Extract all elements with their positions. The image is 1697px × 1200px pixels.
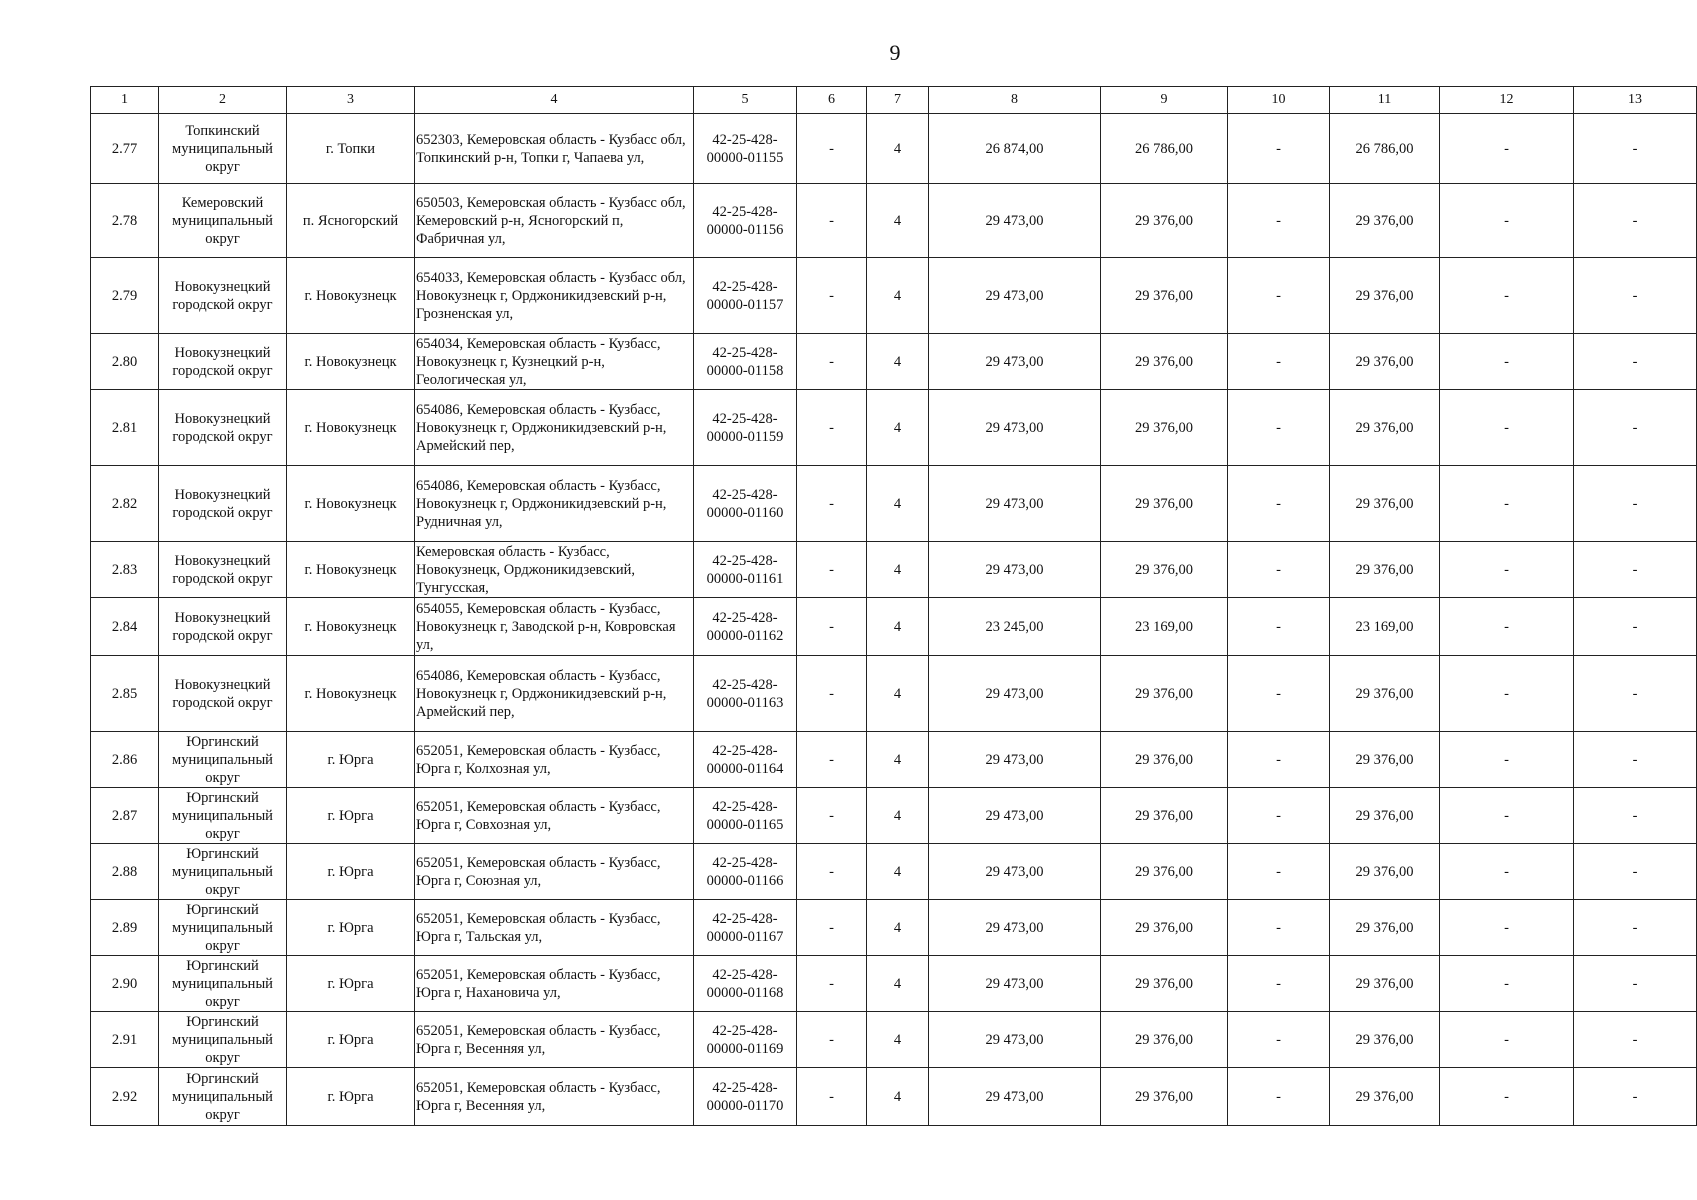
- row-number: 2.90: [91, 956, 159, 1012]
- column-header: 12: [1440, 87, 1574, 114]
- locality-cell: г. Новокузнецк: [287, 656, 415, 732]
- col12-cell: -: [1440, 184, 1574, 258]
- col9-cell: 29 376,00: [1101, 1012, 1228, 1068]
- col13-cell: -: [1574, 956, 1697, 1012]
- district-cell: Юргинский муниципальный округ: [159, 1012, 287, 1068]
- row-number: 2.85: [91, 656, 159, 732]
- code-cell: 42-25-428-00000-01163: [694, 656, 797, 732]
- district-cell: Новокузнецкий городской округ: [159, 542, 287, 598]
- col13-cell: -: [1574, 598, 1697, 656]
- table-row: [91, 598, 1697, 656]
- column-header: 4: [415, 87, 694, 114]
- table-row: [91, 466, 1697, 542]
- row-number: 2.82: [91, 466, 159, 542]
- column-header: 10: [1228, 87, 1330, 114]
- column-header: 9: [1101, 87, 1228, 114]
- row-number: 2.92: [91, 1068, 159, 1126]
- col10-cell: -: [1228, 334, 1330, 390]
- district-cell: Новокузнецкий городской округ: [159, 656, 287, 732]
- locality-cell: г. Новокузнецк: [287, 334, 415, 390]
- code-cell: 42-25-428-00000-01159: [694, 390, 797, 466]
- address-cell: 652051, Кемеровская область - Кузбасс, Юрга г, Нахановича ул,: [415, 956, 694, 1012]
- col10-cell: -: [1228, 732, 1330, 788]
- col6-cell: -: [797, 184, 867, 258]
- col7-cell: 4: [867, 184, 929, 258]
- code-cell: 42-25-428-00000-01169: [694, 1012, 797, 1068]
- col11-cell: 29 376,00: [1330, 334, 1440, 390]
- table-row: [91, 788, 1697, 844]
- locality-cell: г. Новокузнецк: [287, 258, 415, 334]
- col12-cell: -: [1440, 956, 1574, 1012]
- col6-cell: -: [797, 788, 867, 844]
- col13-cell: -: [1574, 1068, 1697, 1126]
- col11-cell: 29 376,00: [1330, 732, 1440, 788]
- col11-cell: 29 376,00: [1330, 788, 1440, 844]
- col9-cell: 29 376,00: [1101, 258, 1228, 334]
- col13-cell: -: [1574, 844, 1697, 900]
- locality-cell: г. Юрга: [287, 900, 415, 956]
- table-row: [91, 1012, 1697, 1068]
- col9-cell: 29 376,00: [1101, 184, 1228, 258]
- table-body: [91, 87, 1697, 1126]
- col13-cell: -: [1574, 334, 1697, 390]
- district-cell: Новокузнецкий городской округ: [159, 598, 287, 656]
- col12-cell: -: [1440, 656, 1574, 732]
- col8-cell: 29 473,00: [929, 334, 1101, 390]
- col6-cell: -: [797, 732, 867, 788]
- col10-cell: -: [1228, 184, 1330, 258]
- code-cell: 42-25-428-00000-01158: [694, 334, 797, 390]
- col8-cell: 29 473,00: [929, 1012, 1101, 1068]
- table-row: [91, 732, 1697, 788]
- locality-cell: г. Юрга: [287, 956, 415, 1012]
- address-cell: 652051, Кемеровская область - Кузбасс, Юрга г, Тальская ул,: [415, 900, 694, 956]
- col10-cell: -: [1228, 390, 1330, 466]
- col8-cell: 29 473,00: [929, 390, 1101, 466]
- col7-cell: 4: [867, 542, 929, 598]
- col7-cell: 4: [867, 598, 929, 656]
- col8-cell: 29 473,00: [929, 844, 1101, 900]
- col12-cell: -: [1440, 1068, 1574, 1126]
- address-cell: 654055, Кемеровская область - Кузбасс, Новокузнецк г, Заводской р-н, Ковровская ул,: [415, 598, 694, 656]
- col6-cell: -: [797, 542, 867, 598]
- col6-cell: -: [797, 466, 867, 542]
- col6-cell: -: [797, 598, 867, 656]
- code-cell: 42-25-428-00000-01156: [694, 184, 797, 258]
- col10-cell: -: [1228, 844, 1330, 900]
- locality-cell: г. Топки: [287, 114, 415, 184]
- col8-cell: 29 473,00: [929, 656, 1101, 732]
- col9-cell: 29 376,00: [1101, 732, 1228, 788]
- code-cell: 42-25-428-00000-01160: [694, 466, 797, 542]
- address-cell: 652051, Кемеровская область - Кузбасс, Юрга г, Совхозная ул,: [415, 788, 694, 844]
- table-row: [91, 390, 1697, 466]
- table-row: [91, 114, 1697, 184]
- column-header: 2: [159, 87, 287, 114]
- col6-cell: -: [797, 1068, 867, 1126]
- col13-cell: -: [1574, 258, 1697, 334]
- col13-cell: -: [1574, 1012, 1697, 1068]
- table-row: [91, 334, 1697, 390]
- col13-cell: -: [1574, 390, 1697, 466]
- col10-cell: -: [1228, 598, 1330, 656]
- address-cell: 652051, Кемеровская область - Кузбасс, Юрга г, Весенняя ул,: [415, 1068, 694, 1126]
- col8-cell: 23 245,00: [929, 598, 1101, 656]
- col11-cell: 29 376,00: [1330, 656, 1440, 732]
- col7-cell: 4: [867, 900, 929, 956]
- col9-cell: 23 169,00: [1101, 598, 1228, 656]
- address-cell: 650503, Кемеровская область - Кузбасс обл, Кемеровский р-н, Ясногорский п, Фабричная ул,: [415, 184, 694, 258]
- col6-cell: -: [797, 900, 867, 956]
- col11-cell: 29 376,00: [1330, 184, 1440, 258]
- table-row: [91, 656, 1697, 732]
- address-cell: 652051, Кемеровская область - Кузбасс, Юрга г, Колхозная ул,: [415, 732, 694, 788]
- code-cell: 42-25-428-00000-01170: [694, 1068, 797, 1126]
- col8-cell: 29 473,00: [929, 900, 1101, 956]
- col7-cell: 4: [867, 1012, 929, 1068]
- table-row: [91, 956, 1697, 1012]
- col11-cell: 29 376,00: [1330, 844, 1440, 900]
- col12-cell: -: [1440, 788, 1574, 844]
- district-cell: Юргинский муниципальный округ: [159, 1068, 287, 1126]
- district-cell: Юргинский муниципальный округ: [159, 788, 287, 844]
- locality-cell: г. Юрга: [287, 1068, 415, 1126]
- registry-table: [90, 86, 1697, 1126]
- locality-cell: п. Ясногорский: [287, 184, 415, 258]
- col11-cell: 29 376,00: [1330, 1068, 1440, 1126]
- code-cell: 42-25-428-00000-01161: [694, 542, 797, 598]
- col8-cell: 29 473,00: [929, 542, 1101, 598]
- col6-cell: -: [797, 114, 867, 184]
- col8-cell: 29 473,00: [929, 258, 1101, 334]
- address-cell: 654033, Кемеровская область - Кузбасс обл, Новокузнецк г, Орджоникидзевский р-н, Грозненская ул,: [415, 258, 694, 334]
- col11-cell: 29 376,00: [1330, 1012, 1440, 1068]
- address-cell: 652051, Кемеровская область - Кузбасс, Юрга г, Союзная ул,: [415, 844, 694, 900]
- col10-cell: -: [1228, 1012, 1330, 1068]
- code-cell: 42-25-428-00000-01155: [694, 114, 797, 184]
- code-cell: 42-25-428-00000-01166: [694, 844, 797, 900]
- locality-cell: г. Новокузнецк: [287, 598, 415, 656]
- column-header: 13: [1574, 87, 1697, 114]
- col8-cell: 26 874,00: [929, 114, 1101, 184]
- col13-cell: -: [1574, 788, 1697, 844]
- column-header: 5: [694, 87, 797, 114]
- col13-cell: -: [1574, 114, 1697, 184]
- row-number: 2.89: [91, 900, 159, 956]
- locality-cell: г. Юрга: [287, 844, 415, 900]
- col11-cell: 29 376,00: [1330, 956, 1440, 1012]
- header-row: [91, 87, 1697, 114]
- col7-cell: 4: [867, 732, 929, 788]
- col8-cell: 29 473,00: [929, 184, 1101, 258]
- col9-cell: 29 376,00: [1101, 390, 1228, 466]
- code-cell: 42-25-428-00000-01165: [694, 788, 797, 844]
- col12-cell: -: [1440, 334, 1574, 390]
- column-header: 3: [287, 87, 415, 114]
- col6-cell: -: [797, 258, 867, 334]
- col7-cell: 4: [867, 956, 929, 1012]
- locality-cell: г. Юрга: [287, 1012, 415, 1068]
- col10-cell: -: [1228, 466, 1330, 542]
- col9-cell: 29 376,00: [1101, 956, 1228, 1012]
- row-number: 2.80: [91, 334, 159, 390]
- col10-cell: -: [1228, 956, 1330, 1012]
- district-cell: Юргинский муниципальный округ: [159, 900, 287, 956]
- col6-cell: -: [797, 956, 867, 1012]
- address-cell: 652051, Кемеровская область - Кузбасс, Юрга г, Весенняя ул,: [415, 1012, 694, 1068]
- address-cell: 654034, Кемеровская область - Кузбасс, Новокузнецк г, Кузнецкий р-н, Геологическая ул,: [415, 334, 694, 390]
- district-cell: Новокузнецкий городской округ: [159, 258, 287, 334]
- col10-cell: -: [1228, 114, 1330, 184]
- row-number: 2.91: [91, 1012, 159, 1068]
- col12-cell: -: [1440, 732, 1574, 788]
- row-number: 2.77: [91, 114, 159, 184]
- col10-cell: -: [1228, 788, 1330, 844]
- col12-cell: -: [1440, 390, 1574, 466]
- code-cell: 42-25-428-00000-01168: [694, 956, 797, 1012]
- row-number: 2.88: [91, 844, 159, 900]
- col10-cell: -: [1228, 258, 1330, 334]
- col7-cell: 4: [867, 258, 929, 334]
- locality-cell: г. Новокузнецк: [287, 466, 415, 542]
- row-number: 2.87: [91, 788, 159, 844]
- col6-cell: -: [797, 334, 867, 390]
- locality-cell: г. Новокузнецк: [287, 390, 415, 466]
- col7-cell: 4: [867, 390, 929, 466]
- col12-cell: -: [1440, 598, 1574, 656]
- col11-cell: 29 376,00: [1330, 390, 1440, 466]
- col11-cell: 26 786,00: [1330, 114, 1440, 184]
- col6-cell: -: [797, 1012, 867, 1068]
- column-header: 1: [91, 87, 159, 114]
- district-cell: Кемеровский муниципальный округ: [159, 184, 287, 258]
- code-cell: 42-25-428-00000-01164: [694, 732, 797, 788]
- col9-cell: 29 376,00: [1101, 788, 1228, 844]
- column-header: 8: [929, 87, 1101, 114]
- col6-cell: -: [797, 390, 867, 466]
- col11-cell: 29 376,00: [1330, 258, 1440, 334]
- locality-cell: г. Юрга: [287, 732, 415, 788]
- row-number: 2.81: [91, 390, 159, 466]
- col7-cell: 4: [867, 656, 929, 732]
- col13-cell: -: [1574, 732, 1697, 788]
- col8-cell: 29 473,00: [929, 732, 1101, 788]
- row-number: 2.83: [91, 542, 159, 598]
- col12-cell: -: [1440, 900, 1574, 956]
- district-cell: Юргинский муниципальный округ: [159, 732, 287, 788]
- col8-cell: 29 473,00: [929, 956, 1101, 1012]
- col12-cell: -: [1440, 258, 1574, 334]
- col11-cell: 29 376,00: [1330, 466, 1440, 542]
- col7-cell: 4: [867, 844, 929, 900]
- col7-cell: 4: [867, 788, 929, 844]
- address-cell: Кемеровская область - Кузбасс, Новокузнецк, Орджоникидзевский, Тунгусская,: [415, 542, 694, 598]
- district-cell: Юргинский муниципальный округ: [159, 844, 287, 900]
- address-cell: 652303, Кемеровская область - Кузбасс обл, Топкинский р-н, Топки г, Чапаева ул,: [415, 114, 694, 184]
- col10-cell: -: [1228, 1068, 1330, 1126]
- address-cell: 654086, Кемеровская область - Кузбасс, Новокузнецк г, Орджоникидзевский р-н, Рудничная ул,: [415, 466, 694, 542]
- col8-cell: 29 473,00: [929, 466, 1101, 542]
- col13-cell: -: [1574, 900, 1697, 956]
- row-number: 2.79: [91, 258, 159, 334]
- page-number: 9: [889, 40, 901, 65]
- district-cell: Юргинский муниципальный округ: [159, 956, 287, 1012]
- table-row: [91, 900, 1697, 956]
- column-header: 11: [1330, 87, 1440, 114]
- col9-cell: 29 376,00: [1101, 334, 1228, 390]
- code-cell: 42-25-428-00000-01157: [694, 258, 797, 334]
- col10-cell: -: [1228, 542, 1330, 598]
- district-cell: Новокузнецкий городской округ: [159, 466, 287, 542]
- col12-cell: -: [1440, 114, 1574, 184]
- address-cell: 654086, Кемеровская область - Кузбасс, Новокузнецк г, Орджоникидзевский р-н, Армейский пер,: [415, 390, 694, 466]
- table-row: [91, 1068, 1697, 1126]
- col10-cell: -: [1228, 900, 1330, 956]
- col9-cell: 29 376,00: [1101, 466, 1228, 542]
- col13-cell: -: [1574, 184, 1697, 258]
- col9-cell: 29 376,00: [1101, 900, 1228, 956]
- col9-cell: 29 376,00: [1101, 1068, 1228, 1126]
- col8-cell: 29 473,00: [929, 788, 1101, 844]
- col8-cell: 29 473,00: [929, 1068, 1101, 1126]
- column-header: 7: [867, 87, 929, 114]
- col10-cell: -: [1228, 656, 1330, 732]
- col7-cell: 4: [867, 114, 929, 184]
- row-number: 2.86: [91, 732, 159, 788]
- row-number: 2.78: [91, 184, 159, 258]
- table-row: [91, 542, 1697, 598]
- district-cell: Новокузнецкий городской округ: [159, 390, 287, 466]
- col13-cell: -: [1574, 542, 1697, 598]
- row-number: 2.84: [91, 598, 159, 656]
- col9-cell: 29 376,00: [1101, 542, 1228, 598]
- table-row: [91, 258, 1697, 334]
- col12-cell: -: [1440, 542, 1574, 598]
- col9-cell: 29 376,00: [1101, 844, 1228, 900]
- code-cell: 42-25-428-00000-01167: [694, 900, 797, 956]
- col9-cell: 26 786,00: [1101, 114, 1228, 184]
- col13-cell: -: [1574, 656, 1697, 732]
- col12-cell: -: [1440, 844, 1574, 900]
- col12-cell: -: [1440, 1012, 1574, 1068]
- col6-cell: -: [797, 844, 867, 900]
- col12-cell: -: [1440, 466, 1574, 542]
- col9-cell: 29 376,00: [1101, 656, 1228, 732]
- code-cell: 42-25-428-00000-01162: [694, 598, 797, 656]
- col11-cell: 23 169,00: [1330, 598, 1440, 656]
- col7-cell: 4: [867, 466, 929, 542]
- column-header: 6: [797, 87, 867, 114]
- locality-cell: г. Юрга: [287, 788, 415, 844]
- col11-cell: 29 376,00: [1330, 542, 1440, 598]
- col7-cell: 4: [867, 334, 929, 390]
- district-cell: Новокузнецкий городской округ: [159, 334, 287, 390]
- col6-cell: -: [797, 656, 867, 732]
- col7-cell: 4: [867, 1068, 929, 1126]
- address-cell: 654086, Кемеровская область - Кузбасс, Новокузнецк г, Орджоникидзевский р-н, Армейский пер,: [415, 656, 694, 732]
- col11-cell: 29 376,00: [1330, 900, 1440, 956]
- locality-cell: г. Новокузнецк: [287, 542, 415, 598]
- table-row: [91, 184, 1697, 258]
- district-cell: Топкинский муниципальный округ: [159, 114, 287, 184]
- col13-cell: -: [1574, 466, 1697, 542]
- table-row: [91, 844, 1697, 900]
